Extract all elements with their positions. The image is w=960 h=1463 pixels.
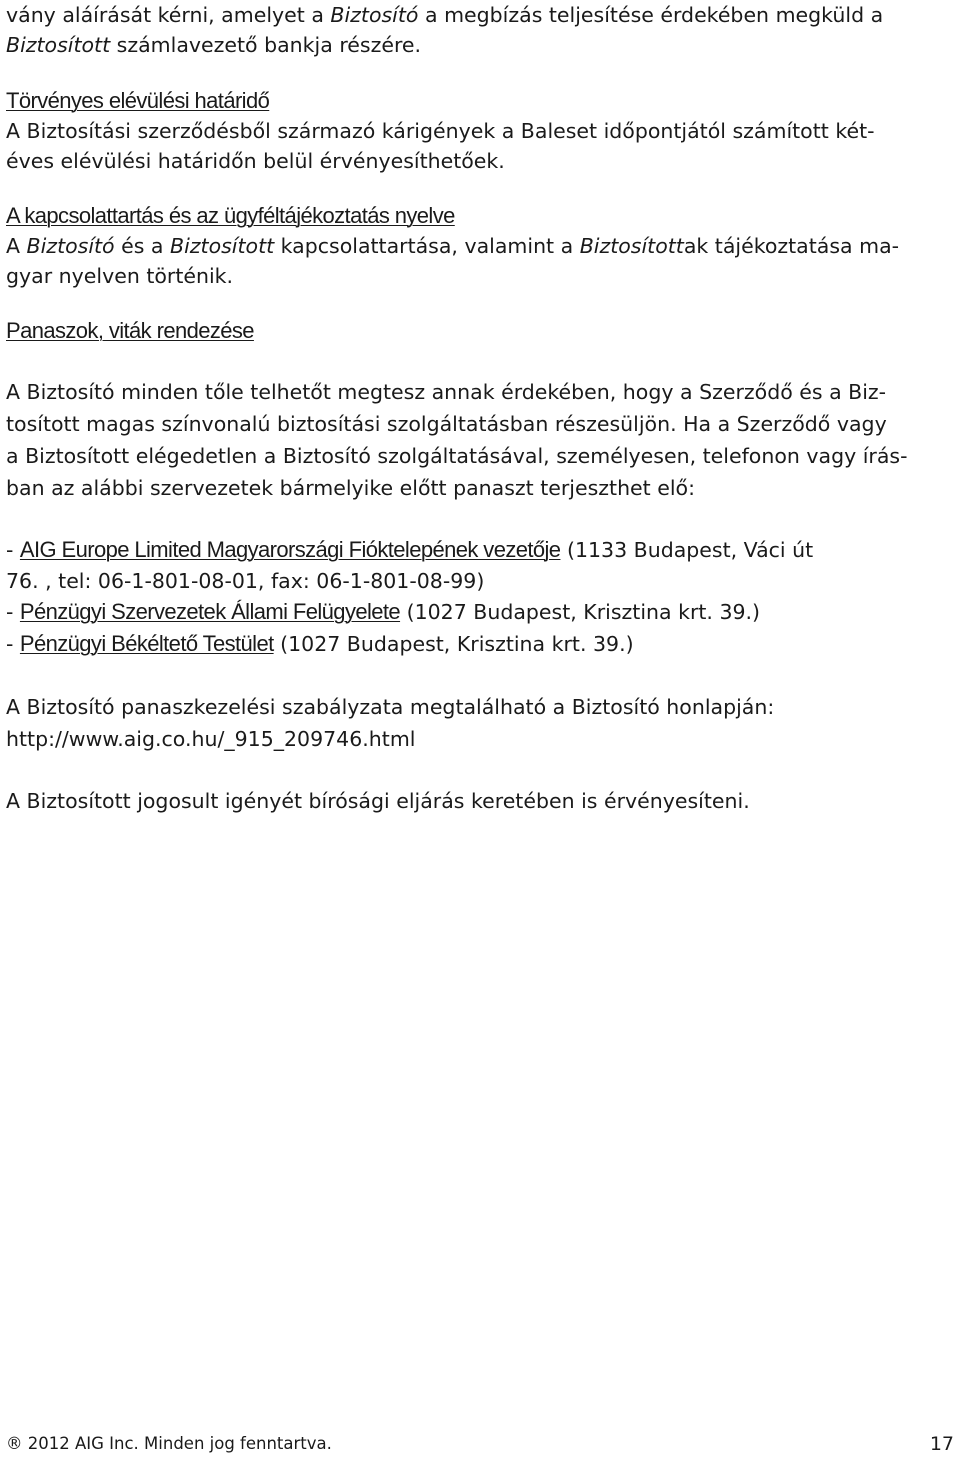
org-name-pszaf: Pénzügyi Szervezetek Állami Felügyelete (19, 599, 401, 624)
org-prefix: - (6, 600, 20, 624)
italic-term: Biztosított (170, 234, 275, 258)
org-prefix: - (6, 538, 20, 562)
heading-language: A kapcsolattartás és az ügyféltájékoztatás nyelve (6, 203, 455, 228)
footer-copyright: ® 2012 AIG Inc. Minden jog fenntartva. (6, 1434, 332, 1453)
org-prefix: - (6, 632, 20, 656)
intro-line-2 (6, 30, 421, 60)
heading-statute: Törvényes elévülési határidő (6, 88, 270, 113)
text-run: a megbízás teljesítése érdekében megküld a (418, 3, 884, 27)
policy-url-row (6, 724, 415, 754)
complaints-line-4: ban az alábbi szervezetek bármelyike előtt panaszt terjeszthet elő: (6, 476, 695, 500)
text-run: számlavezető bankja részére. (110, 33, 422, 57)
italic-term: Biztosító (26, 234, 115, 258)
italic-term: Biztosító (330, 3, 419, 27)
text-run: ak tájékoztatása ma- (683, 234, 900, 258)
policy-line: A Biztosító panaszkezelési szabályzata megtalálható a Biztosító honlapján: (6, 695, 775, 719)
language-line-2: gyar nyelven történik. (6, 264, 234, 288)
org-address-aig: (1133 Budapest, Váci út (560, 538, 814, 562)
text-run: és a (114, 234, 171, 258)
org-address-pbt: (1027 Budapest, Krisztina krt. 39.) (273, 632, 634, 656)
text-run: vány aláírását kérni, amelyet a (6, 3, 331, 27)
statute-line-1: A Biztosítási szerződésből származó kárigények a Baleset időpontjától számított két- (6, 119, 875, 143)
org-name-aig: AIG Europe Limited Magyarországi Fióktelepének vezetője (19, 537, 561, 562)
intro-line-1 (6, 0, 883, 30)
org-item-aig-continuation: 76. , tel: 06-1-801-08-01, fax: 06-1-801-08-99) (6, 569, 485, 593)
statute-line-2: éves elévülési határidőn belül érvényesíthetőek. (6, 149, 505, 173)
text-run: A (6, 234, 27, 258)
page-number: 17 (929, 1433, 954, 1455)
org-item-aig (6, 535, 813, 565)
org-name-pbt: Pénzügyi Békéltető Testület (19, 631, 274, 656)
court-line: A Biztosított jogosult igényét bírósági eljárás keretében is érvényesíteni. (6, 789, 750, 813)
org-item-pszaf (6, 597, 760, 627)
complaints-line-1: A Biztosító minden tőle telhetőt megtesz annak érdekében, hogy a Szerződő és a Biz- (6, 380, 887, 404)
org-item-pbt (6, 629, 634, 659)
org-address-pszaf: (1027 Budapest, Krisztina krt. 39.) (400, 600, 761, 624)
heading-complaints: Panaszok, viták rendezése (6, 318, 254, 343)
complaints-line-3: a Biztosított elégedetlen a Biztosító szolgáltatásával, személyesen, telefonon vagy írás- (6, 444, 908, 468)
complaints-line-2: tosított magas színvonalú biztosítási szolgáltatásban részesüljön. Ha a Szerződő vagy (6, 412, 887, 436)
language-line-1 (6, 231, 899, 261)
italic-term: Biztosított (579, 234, 684, 258)
italic-term: Biztosított (6, 33, 111, 57)
text-run: kapcsolattartása, valamint a (274, 234, 580, 258)
policy-url-link[interactable]: http://www.aig.co.hu/_915_209746.html (6, 727, 416, 751)
